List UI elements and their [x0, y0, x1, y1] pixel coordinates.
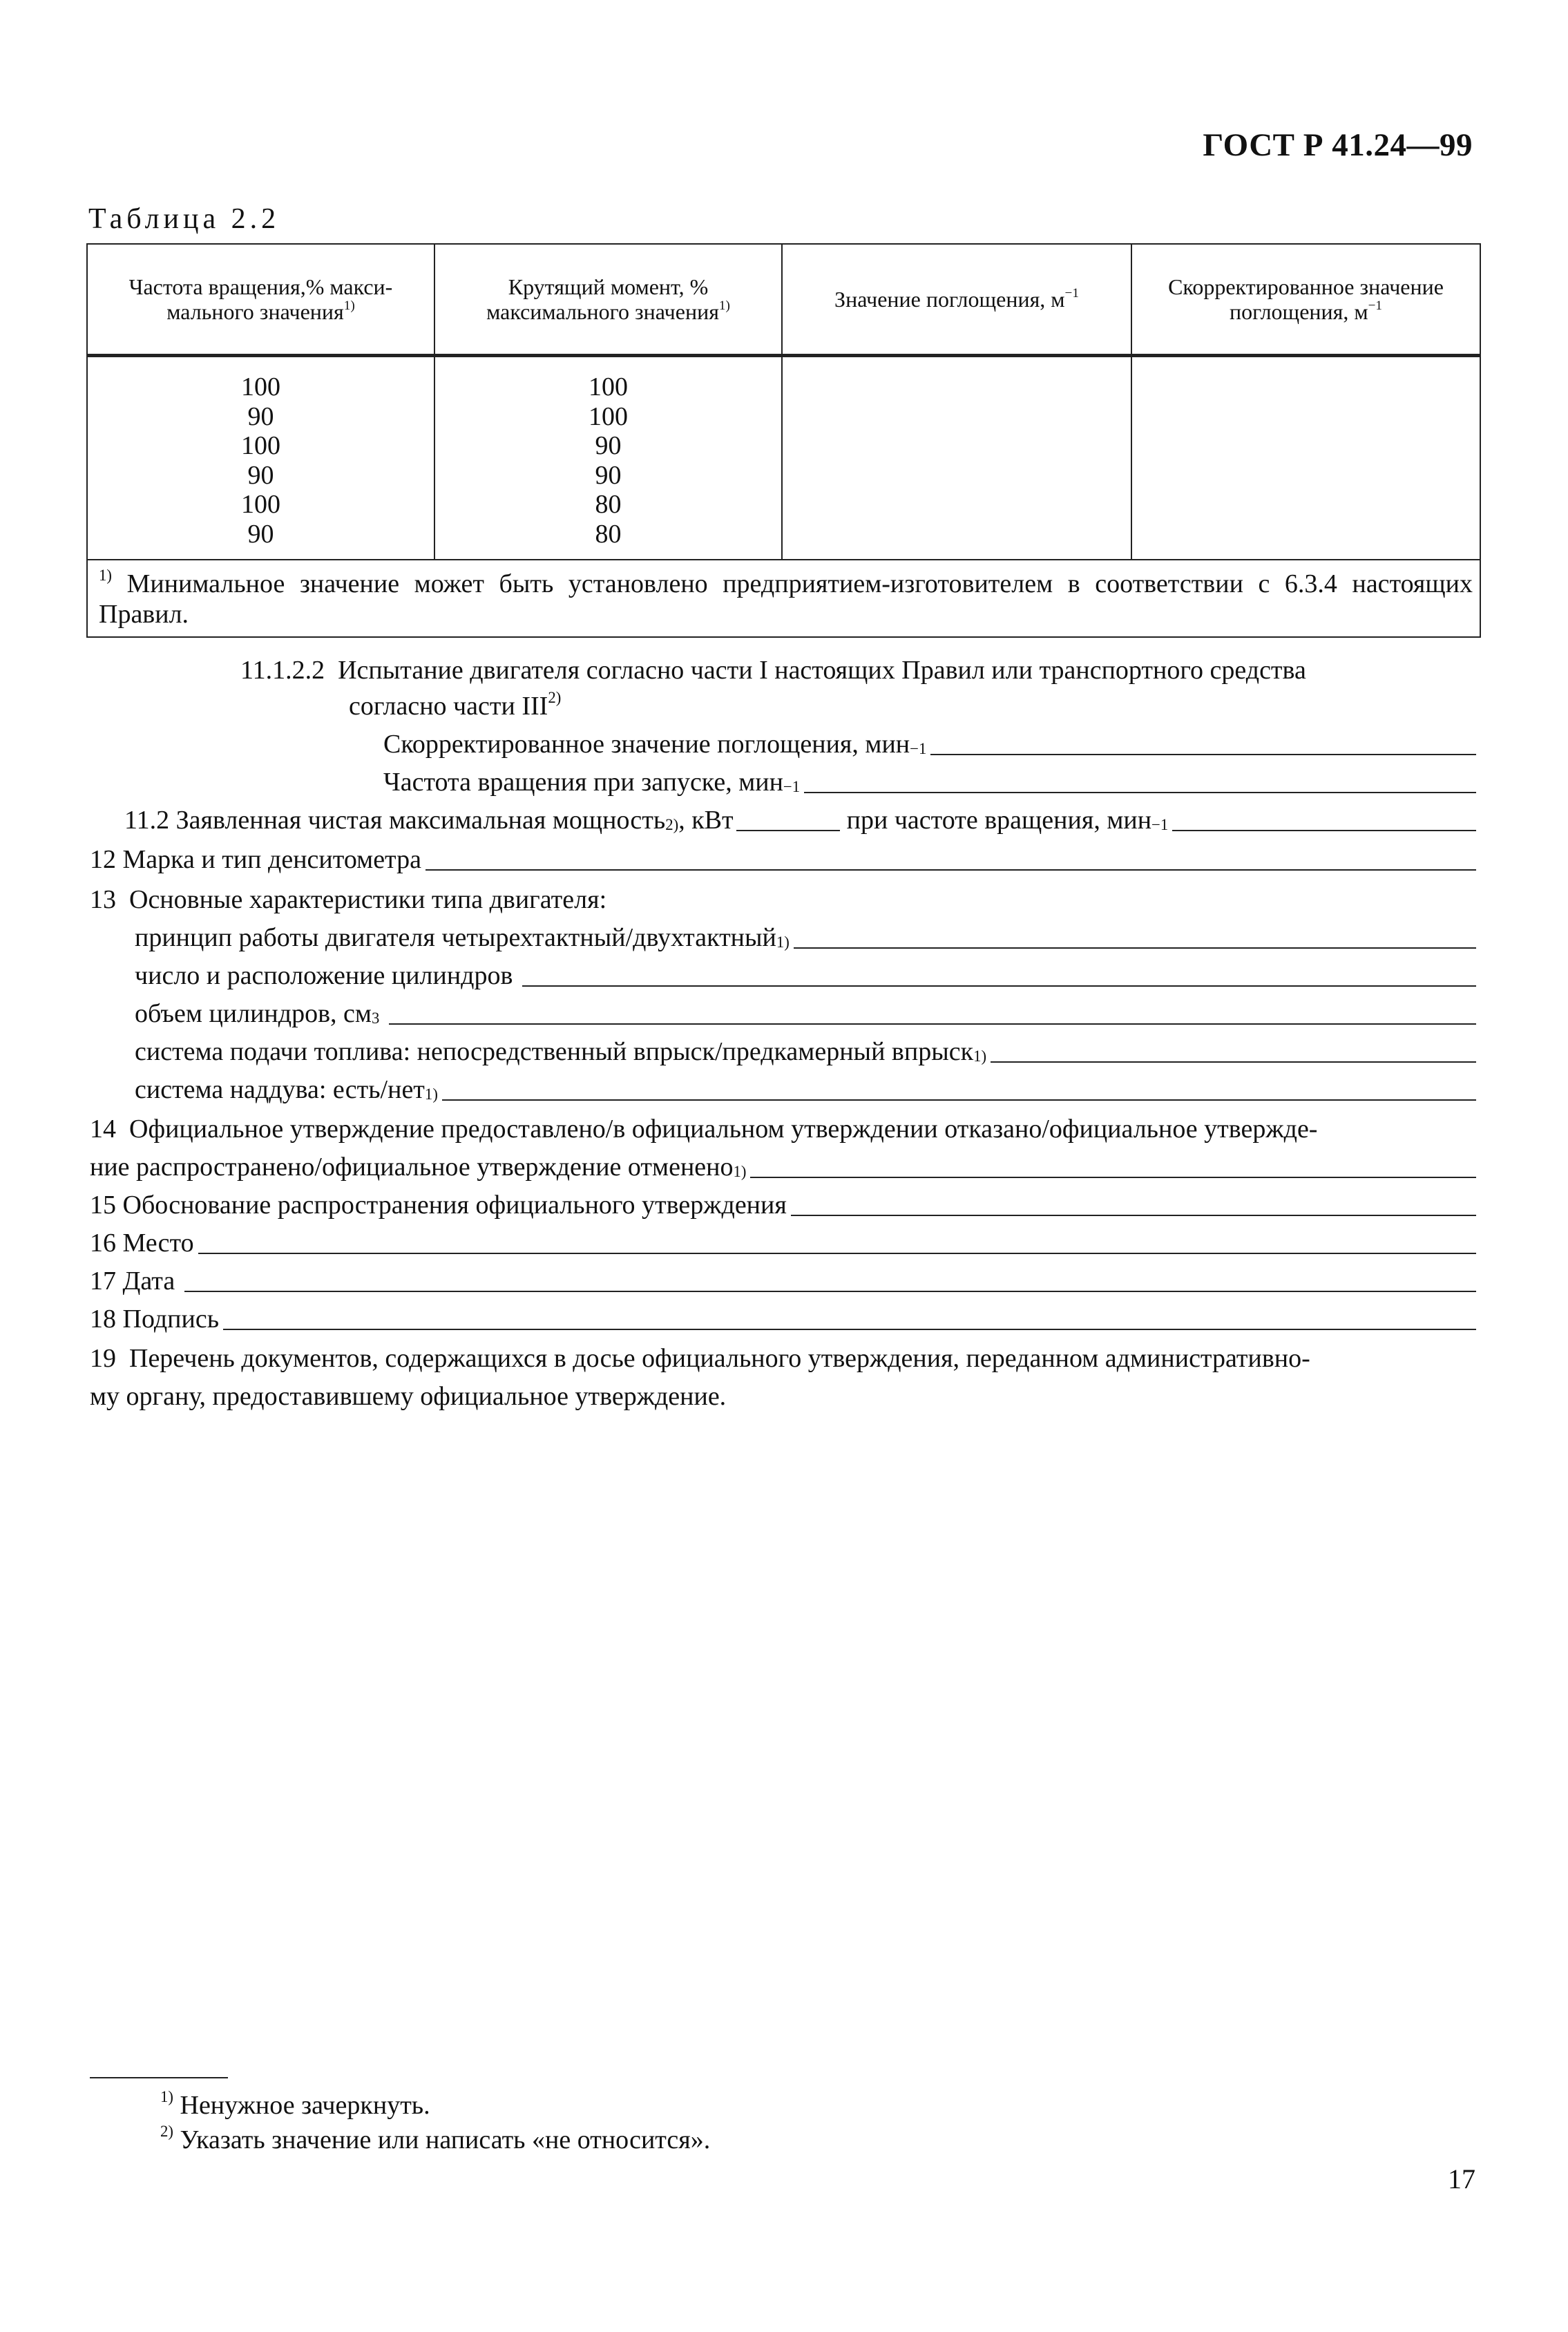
item-13-operation-principle: принцип работы двигателя четырехтактный/двухтактный $^{1)}$	[135, 922, 1476, 954]
column-header-speed: Частота вращения,% макси-мального значения$^{1)}$	[87, 244, 434, 356]
torque-value: 100	[589, 401, 628, 431]
speed-value: 100	[241, 431, 280, 460]
displacement-blank[interactable]	[389, 1019, 1476, 1025]
page-number: 17	[1448, 2163, 1475, 2194]
item-11-1-2-2: 11.1.2.2 Испытание двигателя согласно части I настоящих Правил или транспортного средства	[240, 656, 1306, 685]
item-14-continued: ние распространено/официальное утверждение отменено $^{1)}$	[90, 1152, 1476, 1184]
speed-value: 100	[241, 490, 280, 519]
item-16: 16 Место	[90, 1228, 1476, 1260]
speed-value: 90	[247, 519, 274, 549]
item-19-continued: му органу, предоставившему официальное утверждение.	[90, 1382, 727, 1411]
densitometer-blank[interactable]	[426, 865, 1476, 871]
item-17: 17 Дата	[90, 1266, 1476, 1298]
torque-values-cell	[434, 356, 782, 560]
start-speed-blank[interactable]	[804, 788, 1476, 793]
fuel-system-blank[interactable]	[991, 1057, 1476, 1063]
item-13-fuel-system: система подачи топлива: непосредственный впрыск/предкамерный впрыск $^{1)}$	[135, 1036, 1476, 1068]
extension-reason-blank[interactable]	[791, 1211, 1476, 1216]
torque-value: 90	[595, 431, 622, 460]
item-13-supercharging: система наддува: есть/нет $^{1)}$	[135, 1074, 1476, 1106]
supercharging-blank[interactable]	[442, 1095, 1476, 1101]
speed-values-cell	[87, 356, 434, 560]
cylinders-blank[interactable]	[522, 981, 1476, 987]
torque-value: 100	[589, 372, 628, 401]
table-header-row	[87, 244, 1480, 356]
item-18: 18 Подпись	[90, 1304, 1476, 1336]
item-15: 15 Обоснование распространения официального утверждения	[90, 1190, 1476, 1222]
start-speed-field: Частота вращения при запуске, мин $^{-1}$	[383, 767, 1476, 799]
item-13-displacement: объем цилиндров, см $^3$	[135, 998, 1476, 1030]
document-id: ГОСТ Р 41.24—99	[1203, 127, 1473, 163]
operation-principle-blank[interactable]	[794, 943, 1476, 949]
item-12: 12 Марка и тип денситометра	[90, 844, 1476, 876]
table-footnote: $^{1)}$ Минимальное значение может быть установлено предприятием-изготовителем в соответствии с 6.3.4 настоящих Правил.	[87, 560, 1480, 637]
absorption-empty-cell[interactable]	[782, 356, 1131, 560]
approval-status-blank[interactable]	[750, 1173, 1476, 1178]
table-title: Таблица 2.2	[88, 203, 280, 235]
item-14: 14 Официальное утверждение предоставлено/в официальном утверждении отказано/официальное утвержде-	[90, 1115, 1318, 1144]
footnote-2: $^{2)}$ Указать значение или написать «не относится».	[160, 2122, 711, 2154]
item-11-1-2-2-continued: согласно части III$^{2)}$	[349, 688, 562, 721]
footnote-1: $^{1)}$ Ненужное зачеркнуть.	[160, 2087, 430, 2120]
signature-blank[interactable]	[223, 1325, 1476, 1330]
column-header-torque: Крутящий момент, % максимального значения$^{1)}$	[434, 244, 782, 356]
item-13: 13 Основные характеристики типа двигателя:	[90, 885, 607, 914]
measurement-table	[86, 243, 1481, 638]
place-blank[interactable]	[198, 1249, 1476, 1254]
corrected-absorption-empty-cell[interactable]	[1131, 356, 1480, 560]
item-13-cylinders: число и расположение цилиндров	[135, 960, 1476, 992]
table-footnote-row	[87, 560, 1480, 637]
torque-value: 80	[595, 519, 622, 549]
table-values-row	[87, 356, 1480, 560]
column-header-corrected-absorption: Скорректированное значение поглощения, $м^{-1}$	[1131, 244, 1480, 356]
speed-value: 100	[241, 372, 280, 401]
speed-value: 90	[247, 460, 274, 490]
date-blank[interactable]	[184, 1287, 1476, 1292]
corrected-absorption-blank[interactable]	[930, 750, 1476, 755]
net-power-blank[interactable]	[736, 826, 840, 831]
item-19: 19 Перечень документов, содержащихся в досье официального утверждения, переданном административно-	[90, 1344, 1310, 1373]
column-header-absorption: Значение поглощения, $м^{-1}$	[782, 244, 1131, 356]
footnote-divider	[90, 2077, 228, 2078]
torque-value: 80	[595, 490, 622, 519]
speed-value: 90	[247, 401, 274, 431]
torque-value: 90	[595, 460, 622, 490]
power-speed-blank[interactable]	[1172, 826, 1476, 831]
item-11-2: 11.2 Заявленная чистая максимальная мощность $^{2)}$ , кВт при частоте вращения, мин $^{-1}$	[124, 805, 1476, 837]
corrected-absorption-field: Скорректированное значение поглощения, мин $^{-1}$	[383, 729, 1476, 761]
